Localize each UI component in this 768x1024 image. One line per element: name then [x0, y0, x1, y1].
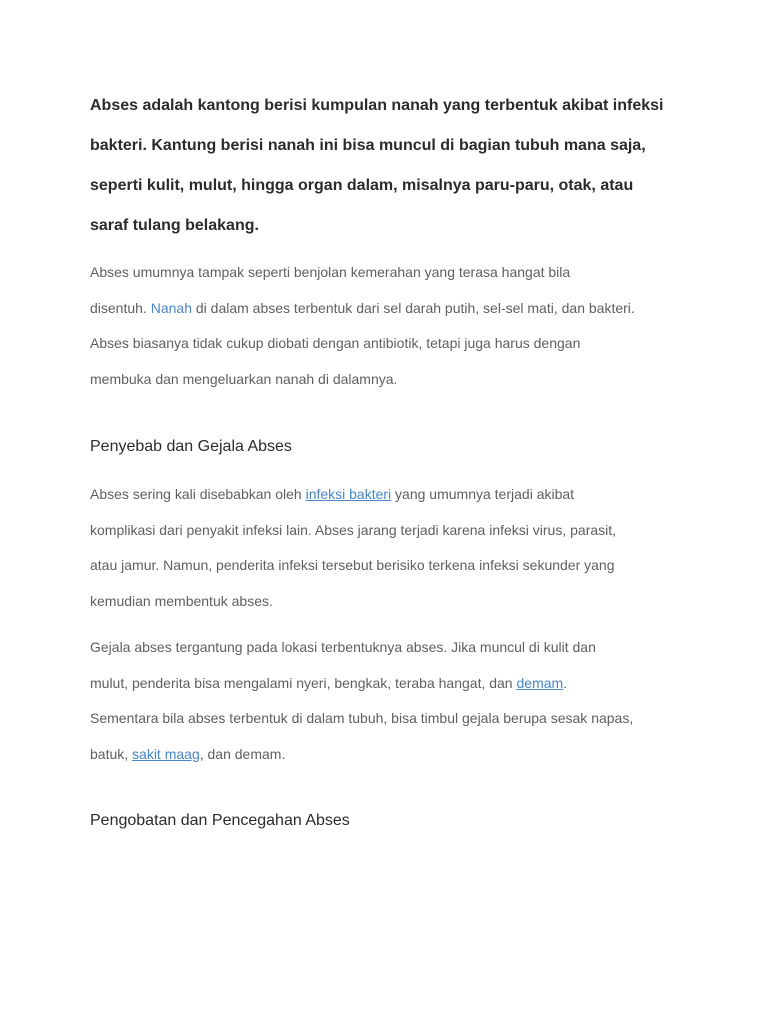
text-segment: batuk, [90, 745, 133, 762]
paragraph-line: komplikasi dari penyakit infeksi lain. Abses jarang terjadi karena infeksi virus, parasit, [90, 521, 617, 538]
infeksi-bakteri-link[interactable]: infeksi bakteri [305, 486, 392, 502]
paragraph-line [90, 477, 690, 513]
paragraph-line: Sementara bila abses terbentuk di dalam tubuh, bisa timbul gejala berupa sesak napas, [90, 710, 634, 727]
intro-line: bakteri. Kantung berisi nanah ini bisa muncul di bagian tubuh mana saja, [90, 137, 646, 154]
text-segment: di dalam abses terbentuk dari sel darah putih, sel-sel mati, dan bakteri. [191, 299, 635, 316]
sakit-maag-link[interactable]: sakit maag [132, 745, 200, 762]
demam-link[interactable]: demam [516, 674, 564, 691]
paragraph-line: atau jamur. Namun, penderita infeksi tersebut berisiko terkena infeksi sekunder yang [90, 557, 615, 574]
paragraph-line: kemudian membentuk abses. [90, 592, 273, 609]
text-segment: . [563, 674, 568, 691]
text-segment: yang umumnya terjadi akibat [391, 486, 575, 502]
intro-line: Abses adalah kantong berisi kumpulan nanah yang terbentuk akibat infeksi [90, 97, 664, 114]
text-segment: mulut, penderita bisa mengalami nyeri, bengkak, teraba hangat, dan [90, 674, 517, 691]
paragraph-line [90, 737, 690, 773]
paragraph-line: Abses biasanya tidak cukup diobati dengan antibiotik, tetapi juga harus dengan [90, 335, 581, 352]
paragraph-line [90, 291, 690, 327]
paragraph-line: Abses umumnya tampak seperti benjolan kemerahan yang terasa hangat bila [90, 264, 571, 280]
paragraph-line: Gejala abses tergantung pada lokasi terbentuknya abses. Jika muncul di kulit dan [90, 639, 596, 655]
paragraph-definition [90, 255, 690, 397]
intro-line: seperti kulit, mulut, hingga organ dalam, misalnya paru-paru, otak, atau [90, 177, 634, 194]
intro-line: saraf tulang belakang. [90, 217, 259, 234]
section-heading-causes: Penyebab dan Gejala Abses [90, 438, 292, 455]
paragraph-line: membuka dan mengeluarkan nanah di dalamnya. [90, 370, 398, 387]
paragraph-causes [90, 477, 690, 619]
paragraph-symptoms [90, 630, 690, 772]
nanah-link[interactable]: Nanah [150, 299, 192, 316]
intro-paragraph [90, 86, 690, 246]
text-segment: disentuh. [90, 299, 151, 316]
text-segment: , dan demam. [199, 745, 286, 762]
paragraph-line [90, 666, 690, 702]
section-heading-treatment: Pengobatan dan Pencegahan Abses [90, 812, 350, 829]
text-segment: Abses sering kali disebabkan oleh [90, 486, 306, 502]
